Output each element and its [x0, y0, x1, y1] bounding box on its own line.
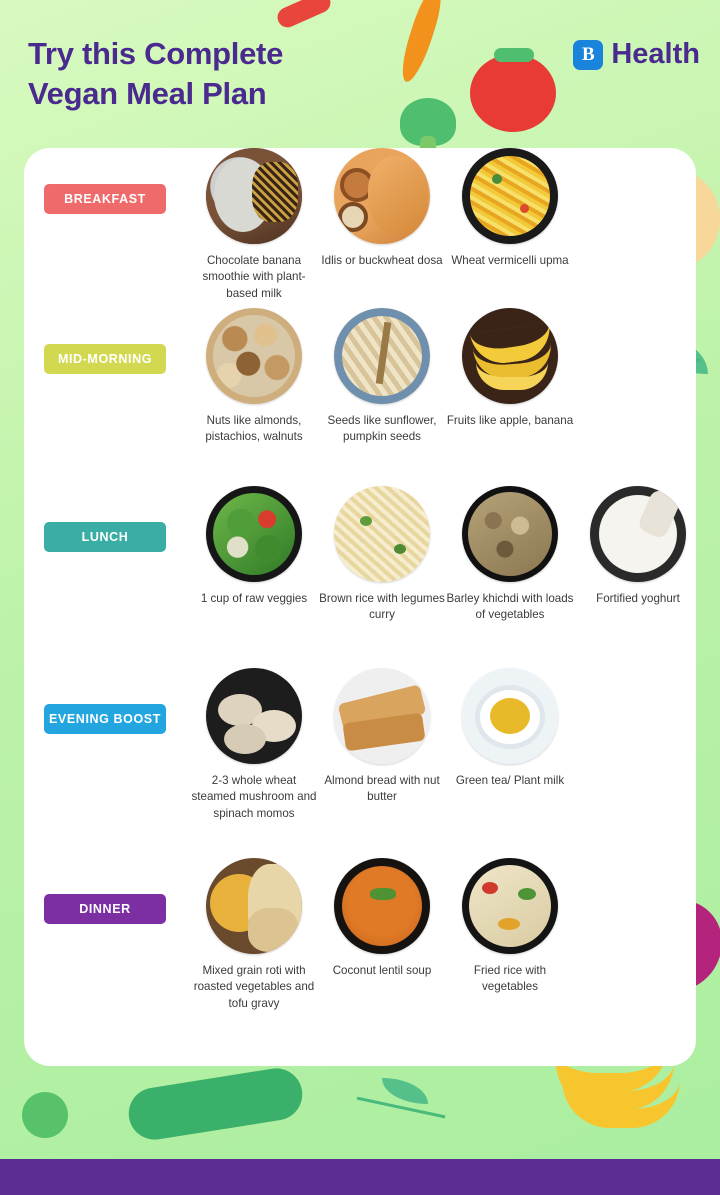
meal-row — [24, 858, 696, 1012]
meal-item — [190, 858, 318, 1012]
meal-items — [166, 308, 696, 446]
meal-item-caption: Fried rice with vegetables — [473, 964, 547, 994]
meal-item-caption: Fruits like apple, banana — [446, 414, 574, 427]
meal-item — [190, 148, 318, 302]
meal-item-caption: Coconut lentil soup — [332, 964, 432, 977]
bottom-bar — [0, 1159, 720, 1195]
meal-item — [190, 668, 318, 822]
meal-item-caption: 2-3 whole wheat steamed mushroom and spinach momos — [191, 774, 317, 820]
brown-rice-legumes-image — [334, 486, 430, 582]
mixed-grain-roti-image — [206, 858, 302, 954]
meal-items — [166, 486, 702, 624]
meal-tag: BREAKFAST — [44, 184, 166, 214]
idli-dosa-image — [334, 148, 430, 244]
meal-tag: EVENING BOOST — [44, 704, 166, 734]
meal-item-caption: Almond bread with nut butter — [324, 774, 440, 804]
coconut-lentil-soup-image — [334, 858, 430, 954]
meal-item-caption: Nuts like almonds, pistachios, walnuts — [205, 414, 303, 444]
brand-logo — [573, 38, 700, 71]
meal-item-caption: Brown rice with legumes curry — [319, 592, 445, 622]
meal-items — [166, 148, 696, 302]
meal-item — [190, 308, 318, 446]
meal-item-caption: Barley khichdi with loads of vegetables — [446, 592, 574, 622]
meal-row — [24, 148, 696, 302]
meal-item-caption: Chocolate banana smoothie with plant-based milk — [202, 254, 306, 300]
barley-khichdi-image — [462, 486, 558, 582]
meal-row — [24, 308, 696, 446]
meal-items — [166, 858, 696, 1012]
meal-item-caption: Wheat vermicelli upma — [451, 254, 569, 267]
mixed-seeds-image — [334, 308, 430, 404]
meal-tag: LUNCH — [44, 522, 166, 552]
chocolate-banana-smoothie-image — [206, 148, 302, 244]
meal-item-caption: Seeds like sunflower, pumpkin seeds — [327, 414, 437, 444]
wheat-vermicelli-upma-image — [462, 148, 558, 244]
meal-tag: DINNER — [44, 894, 166, 924]
page-title-line2: Vegan Meal Plan — [28, 75, 267, 111]
meal-plan-card — [24, 148, 696, 1066]
meal-item-caption: Fortified yoghurt — [596, 592, 680, 605]
steamed-momos-image — [206, 668, 302, 764]
meal-item — [446, 148, 574, 302]
meal-item — [318, 668, 446, 822]
meal-item — [318, 308, 446, 446]
green-tea-cup-image — [462, 668, 558, 764]
meal-item — [318, 148, 446, 302]
meal-item — [446, 308, 574, 446]
header — [28, 34, 700, 144]
meal-item — [318, 486, 446, 624]
brand-name: Health — [611, 38, 700, 70]
meal-item-caption: 1 cup of raw veggies — [200, 592, 308, 605]
raw-veggie-salad-image — [206, 486, 302, 582]
meal-items — [166, 668, 696, 822]
meal-item — [190, 486, 318, 624]
meal-item — [446, 858, 574, 1012]
bananas-image — [462, 308, 558, 404]
meal-item — [318, 858, 446, 1012]
almond-bread-nut-butter-image — [334, 668, 430, 764]
meal-item — [446, 486, 574, 624]
fortified-yoghurt-image — [590, 486, 686, 582]
veg-fried-rice-image — [462, 858, 558, 954]
meal-item-caption: Green tea/ Plant milk — [455, 774, 565, 787]
meal-row — [24, 668, 696, 822]
meal-tag: MID-MORNING — [44, 344, 166, 374]
brand-mark-icon: B — [573, 40, 603, 70]
mixed-nuts-image — [206, 308, 302, 404]
meal-item-caption: Idlis or buckwheat dosa — [321, 254, 443, 267]
meal-row — [24, 486, 696, 624]
meal-item-caption: Mixed grain roti with roasted vegetables and tofu gravy — [193, 964, 315, 1010]
page-title-line1: Try this Complete — [28, 36, 284, 71]
meal-item — [446, 668, 574, 822]
meal-item — [574, 486, 702, 624]
